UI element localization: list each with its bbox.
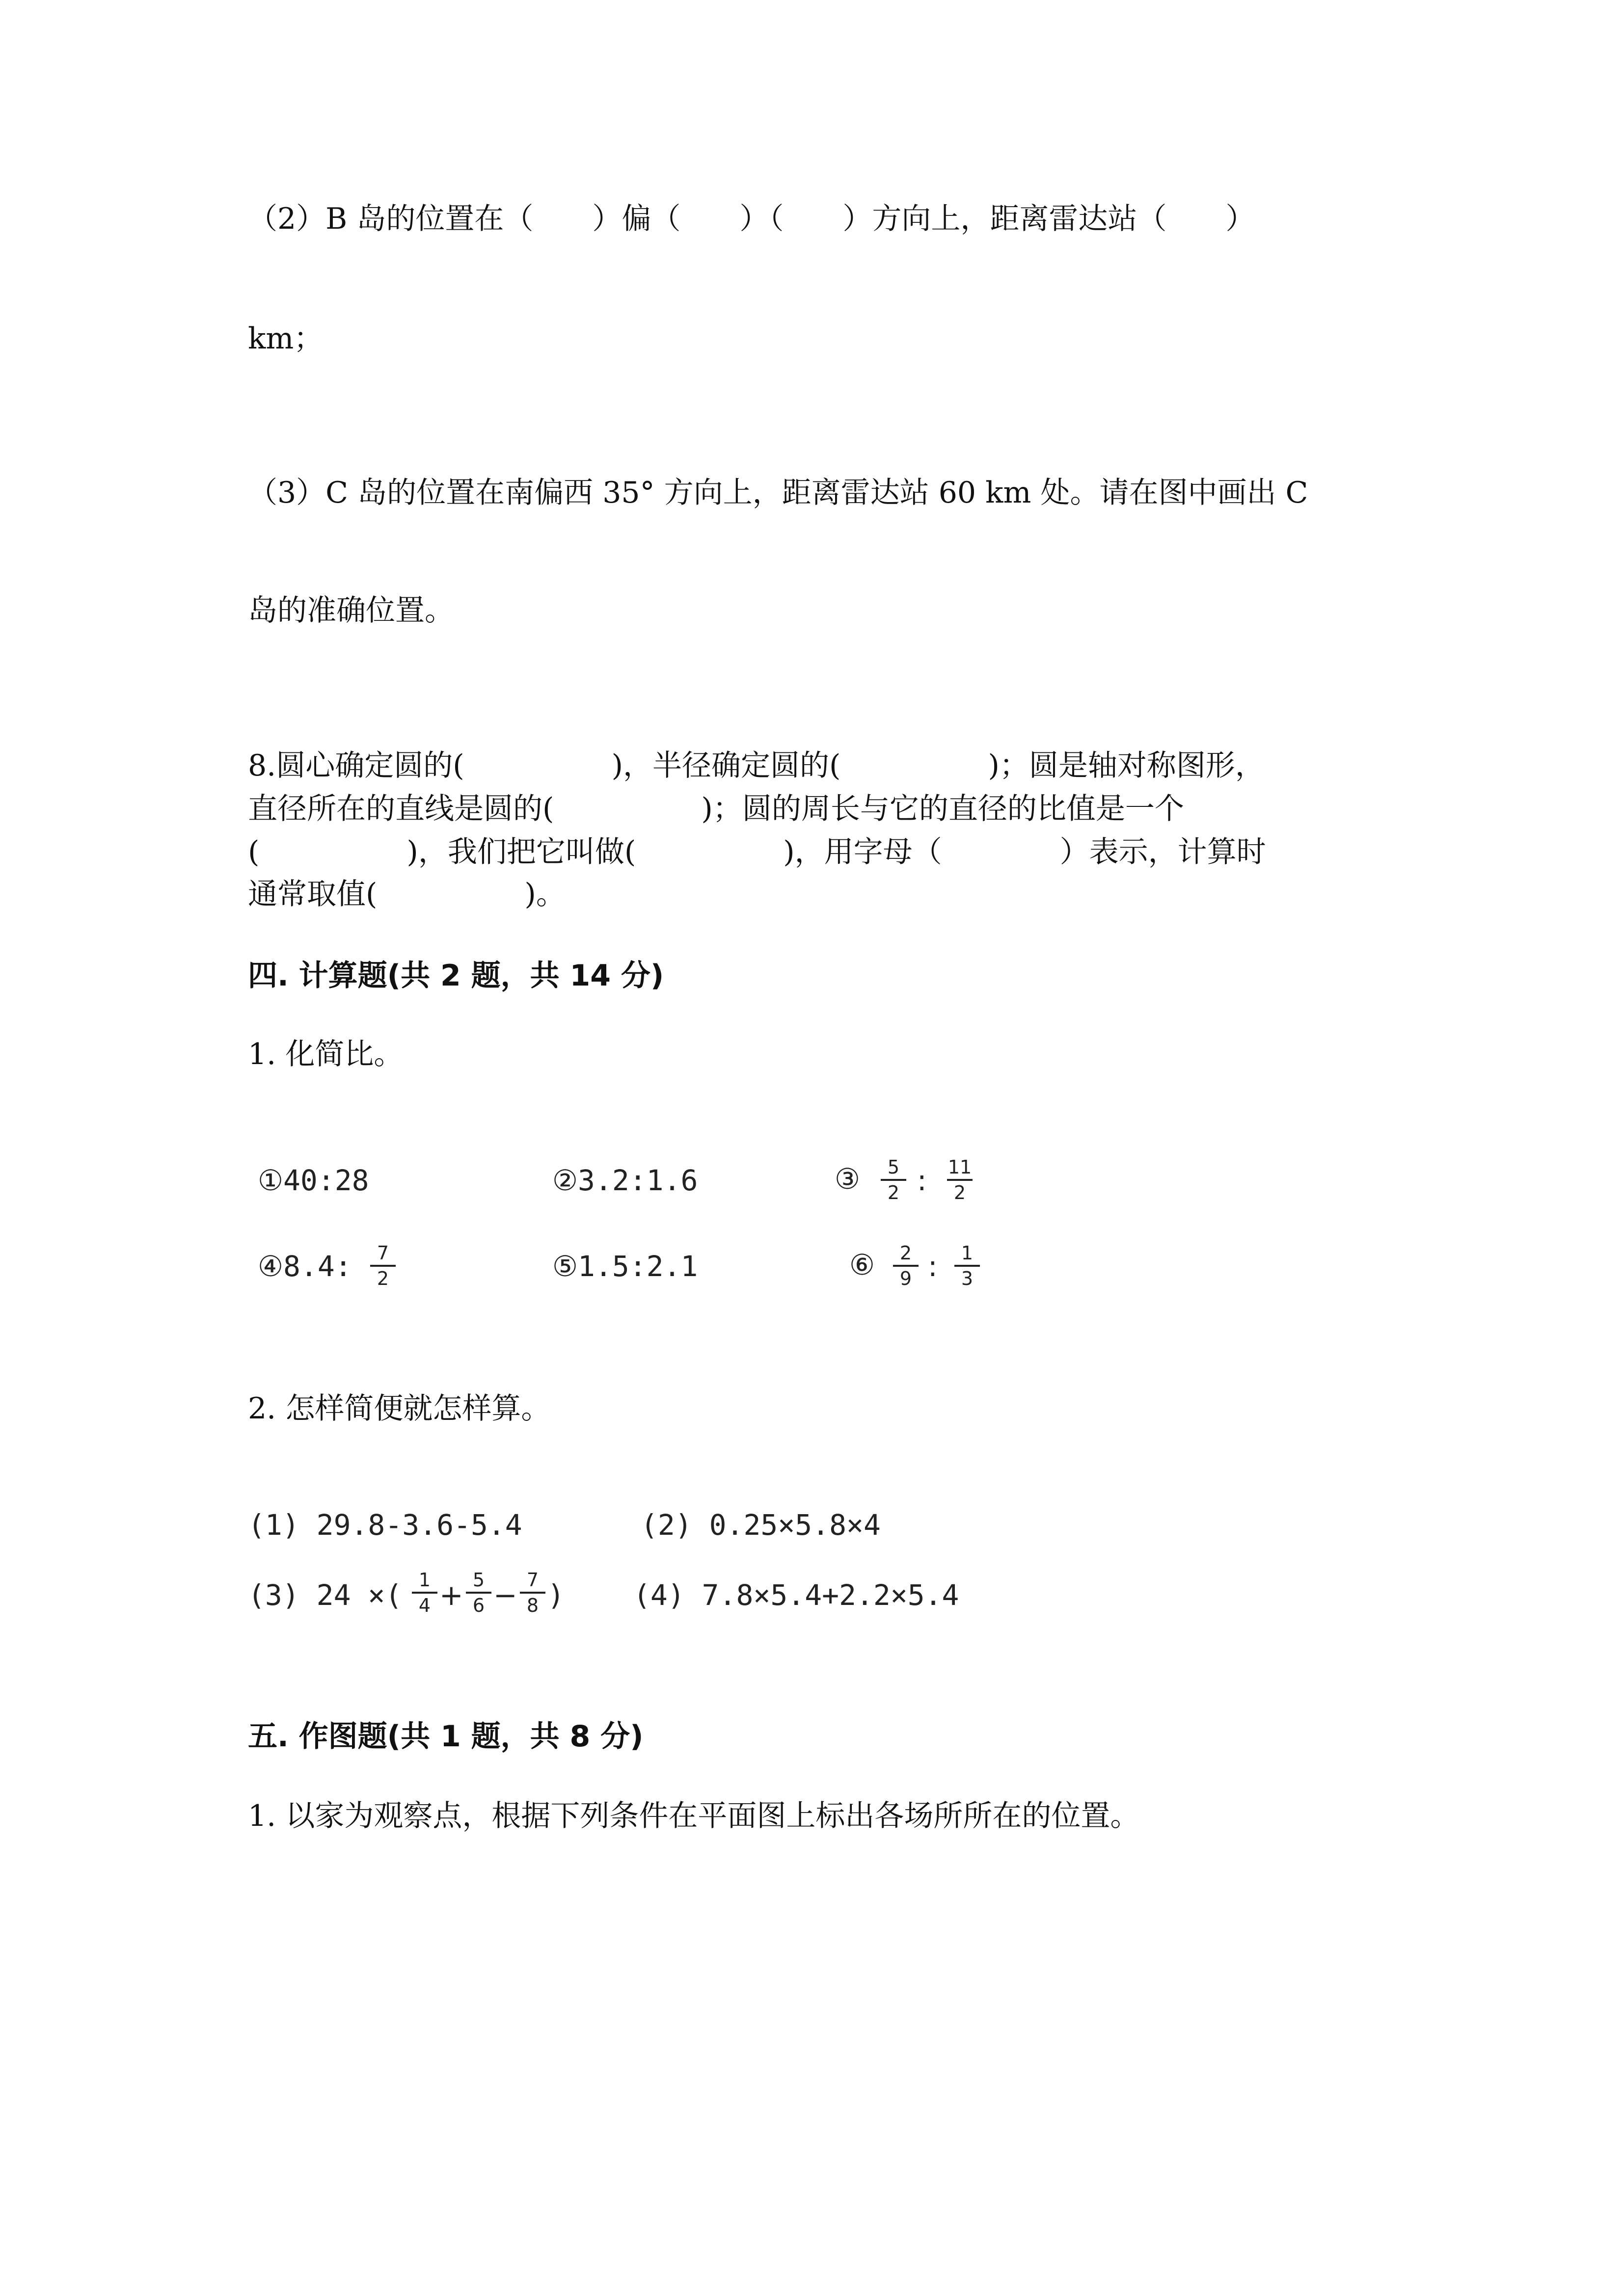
s4-q1-item4-frac xyxy=(368,1243,398,1289)
s4-q2-item4: (4) 7.8×5.4+2.2×5.4 xyxy=(633,1578,959,1612)
q8-line3: ( )，我们把它叫做( )，用字母（ ）表示，计算时 xyxy=(248,835,1266,869)
s4-q1-item6-frac-b xyxy=(952,1243,982,1289)
denominator: 2 xyxy=(887,1182,900,1203)
fraction-bar xyxy=(881,1179,906,1181)
denominator: 6 xyxy=(472,1595,485,1616)
q8-line2: 直径所在的直线是圆的( )；圆的周长与它的直径的比值是一个 xyxy=(248,792,1184,826)
fraction-bar xyxy=(412,1592,437,1594)
s4-q1-item3-frac-a xyxy=(879,1157,908,1203)
s4-q1-item6-frac-a xyxy=(891,1243,920,1289)
fraction-bar xyxy=(466,1592,491,1594)
s4-q2-item3-suffix: ) xyxy=(547,1578,565,1612)
s4-q2-item1: (1) 29.8-3.6-5.4 xyxy=(248,1508,522,1542)
s4-q1-item3-label: ③ xyxy=(835,1162,860,1196)
s4-q1-item3-colon: : xyxy=(917,1164,927,1197)
numerator: 5 xyxy=(472,1569,485,1591)
numerator: 5 xyxy=(887,1156,900,1178)
fraction-bar xyxy=(947,1179,973,1181)
s4-q1-item4-label: ④8.4: xyxy=(258,1250,352,1283)
s4-q1-item6-colon: : xyxy=(928,1250,938,1283)
s4-q2-item3-op1: + xyxy=(439,1578,463,1612)
s4-q2-title: 2. 怎样简便就怎样算。 xyxy=(248,1391,551,1426)
s4-q2-item3-op2: − xyxy=(493,1578,517,1612)
q7-part3-line2: 岛的准确位置。 xyxy=(248,593,454,628)
fraction-bar xyxy=(370,1265,396,1267)
s4-q1-item5: ⑤1.5:2.1 xyxy=(552,1250,698,1283)
q8-line4: 通常取值( )。 xyxy=(248,877,566,911)
s4-q1-item3-frac-b xyxy=(945,1157,974,1203)
q7-part3-line1: （3）C 岛的位置在南偏西 35° 方向上，距离雷达站 60 km 处。请在图中画出 C xyxy=(248,476,1308,510)
numerator: 1 xyxy=(961,1242,974,1264)
denominator: 2 xyxy=(953,1182,966,1203)
numerator: 11 xyxy=(947,1156,972,1178)
denominator: 2 xyxy=(377,1268,389,1289)
denominator: 8 xyxy=(526,1595,539,1616)
s4-q2-item3-prefix: (3) 24 ×( xyxy=(248,1578,403,1612)
denominator: 4 xyxy=(418,1595,431,1616)
denominator: 3 xyxy=(961,1268,974,1289)
fraction-bar xyxy=(954,1265,980,1267)
q8-line1: 8.圆心确定圆的( )，半径确定圆的( )；圆是轴对称图形， xyxy=(248,748,1265,783)
s4-q2-item2: (2) 0.25×5.8×4 xyxy=(641,1508,881,1542)
s4-q1-title: 1. 化简比。 xyxy=(248,1037,404,1071)
s4-q2-item3-frac2 xyxy=(464,1570,493,1616)
numerator: 2 xyxy=(899,1242,912,1264)
section4-heading: 四. 计算题(共 2 题，共 14 分) xyxy=(248,959,664,993)
fraction-bar xyxy=(520,1592,545,1594)
q7-part2-line1: （2）B 岛的位置在（ ）偏（ ）（ ）方向上，距离雷达站（ ） xyxy=(248,202,1255,236)
numerator: 7 xyxy=(526,1569,539,1591)
section5-heading: 五. 作图题(共 1 题，共 8 分) xyxy=(248,1719,644,1754)
s5-q1-text: 1. 以家为观察点，根据下列条件在平面图上标出各场所所在的位置。 xyxy=(248,1799,1140,1833)
s4-q2-item3-frac3 xyxy=(518,1570,547,1616)
s4-q1-item1: ①40:28 xyxy=(258,1164,369,1197)
fraction-bar xyxy=(893,1265,919,1267)
numerator: 1 xyxy=(418,1569,431,1591)
q7-part2-line2: km； xyxy=(248,321,324,356)
s4-q2-item3-frac1 xyxy=(410,1570,439,1616)
denominator: 9 xyxy=(899,1268,912,1289)
numerator: 7 xyxy=(377,1242,389,1264)
s4-q1-item6-label: ⑥ xyxy=(849,1248,875,1281)
s4-q1-item2: ②3.2:1.6 xyxy=(552,1164,698,1197)
